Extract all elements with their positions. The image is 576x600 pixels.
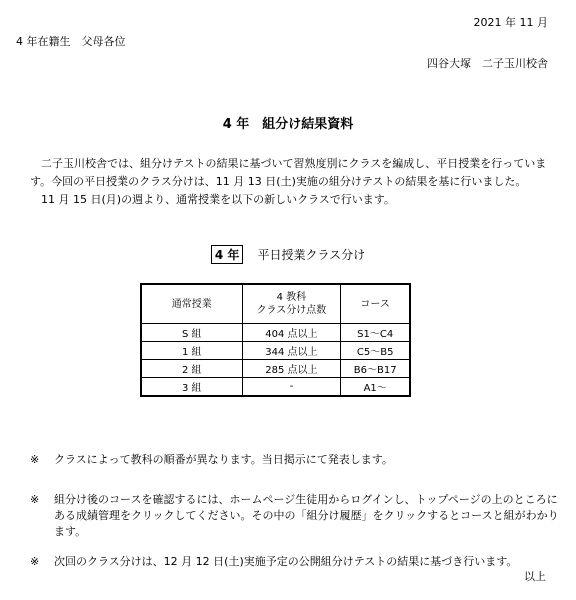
table-row [141, 378, 410, 397]
note-next-assignment [30, 554, 564, 570]
class-assignment-table [140, 283, 411, 397]
note-mark: ※ [30, 555, 40, 568]
cell-course: A1～ [341, 378, 410, 397]
table-header-row [141, 284, 410, 324]
cell-score: 404 点以上 [242, 324, 341, 342]
table-heading-text: 平日授業クラス分け [257, 248, 366, 262]
column-header-class: 通常授業 [141, 284, 242, 324]
sender-school: 四谷大塚 二子玉川校舎 [427, 57, 548, 70]
cell-class: 3 組 [141, 378, 242, 397]
closing-text: 以上 [524, 570, 546, 583]
intro-text [30, 155, 550, 209]
cell-course: C5～B5 [341, 342, 410, 360]
document-title: 4 年 組分け結果資料 [222, 117, 354, 132]
column-header-score-line2: クラス分け点数 [256, 305, 327, 316]
cell-score: 285 点以上 [242, 360, 341, 378]
table-row [141, 342, 410, 360]
note-course-check [30, 492, 564, 540]
column-header-score [242, 284, 341, 324]
intro-paragraph-1: 二子玉川校舎では、組分けテストの結果に基づいて習熟度別にクラスを編成し、平日授業を行っています。今回の平日授業のクラス分けは、11 月 13 日(土)実施の組分けテストの結果を基に行いました。 [30, 157, 547, 188]
addressee: 4 年在籍生 父母各位 [16, 35, 126, 48]
note-mark: ※ [30, 493, 40, 506]
table-heading [0, 245, 576, 264]
table-row [141, 324, 410, 342]
document-date: 2021 年 11 月 [473, 16, 548, 29]
note-class-order [30, 452, 564, 468]
column-header-course: コース [341, 284, 410, 324]
cell-course: S1～C4 [341, 324, 410, 342]
cell-course: B6～B17 [341, 360, 410, 378]
table-row [141, 360, 410, 378]
note-mark: ※ [30, 453, 40, 466]
note-text: 組分け後のコースを確認するには、ホームページ生徒用からログインし、トップページの上のところにある成績管理をクリックしてください。その中の「組分け履歴」をクリックするとコースと組がわかります。 [54, 493, 559, 538]
cell-class: S 組 [141, 324, 242, 342]
cell-score: - [242, 378, 341, 397]
cell-score: 344 点以上 [242, 342, 341, 360]
intro-paragraph-2: 11 月 15 日(月)の週より、通常授業を以下の新しいクラスで行います。 [41, 193, 395, 206]
grade-label: 4 年 [211, 245, 244, 264]
note-text: 次回のクラス分けは、12 月 12 日(土)実施予定の公開組分けテストの結果に基づき行います。 [54, 555, 518, 568]
column-header-score-line1: 4 教科 [276, 292, 307, 303]
cell-class: 1 組 [141, 342, 242, 360]
cell-class: 2 組 [141, 360, 242, 378]
note-text: クラスによって教科の順番が異なります。当日掲示にて発表します。 [54, 453, 393, 466]
